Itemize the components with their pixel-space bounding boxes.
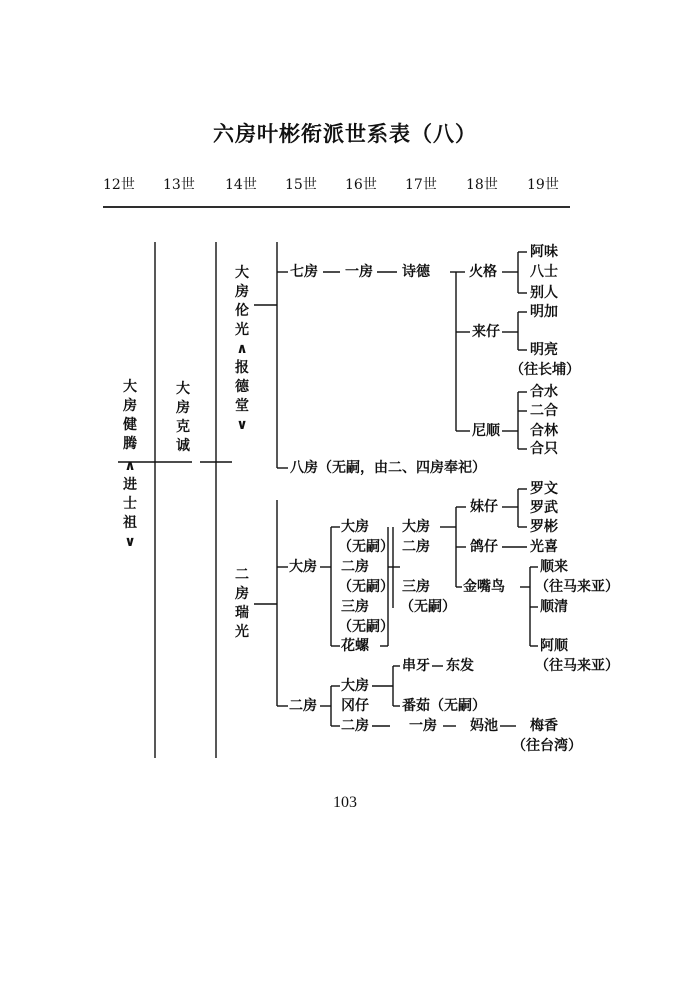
g14-note-a: ∧报德堂∨ xyxy=(235,341,249,433)
node-g16a-1: （无嗣） xyxy=(338,539,394,555)
node-mingliang-note: （往长埔） xyxy=(510,362,580,378)
node-meixiang-note: （往台湾） xyxy=(512,738,582,754)
node-chuanya: 串牙 xyxy=(402,658,430,674)
node-erhe: 二合 xyxy=(530,403,558,419)
node-guangxi: 光喜 xyxy=(530,539,558,555)
node-helin: 合林 xyxy=(530,423,558,439)
node-gangzi: 冈仔 xyxy=(341,698,369,714)
node-erfang-16b: 二房 xyxy=(341,718,369,734)
node-g17a-1: 二房 xyxy=(402,539,430,555)
node-g16a-6: 花螺 xyxy=(341,638,369,654)
node-g17a-2: 三房 xyxy=(402,579,430,595)
node-awei: 阿味 xyxy=(530,244,558,260)
gen-14: 14世 xyxy=(225,177,257,193)
gen-12: 12世 xyxy=(103,177,135,193)
node-ashun-note: （往马来亚） xyxy=(535,658,619,674)
node-heshui: 合水 xyxy=(530,384,558,400)
node-meizi: 妹仔 xyxy=(470,499,498,515)
node-jinzuiniao: 金嘴鸟 xyxy=(463,579,505,595)
node-machi: 妈池 xyxy=(470,718,498,734)
node-meixiang: 梅香 xyxy=(530,718,558,734)
g13-name: 大房克诚 xyxy=(176,381,190,454)
g12-name: 大房健腾 xyxy=(123,379,137,452)
node-g17a-3: （无嗣） xyxy=(400,599,456,615)
gen-19: 19世 xyxy=(527,177,559,193)
gen-18: 18世 xyxy=(466,177,498,193)
node-luowen: 罗文 xyxy=(530,481,558,497)
node-g16a-5: （无嗣） xyxy=(338,619,394,635)
gen-17: 17世 xyxy=(405,177,437,193)
node-g17a-0: 大房 xyxy=(402,519,430,535)
g12-note: ∧进士祖∨ xyxy=(123,458,137,550)
node-luowu: 罗武 xyxy=(530,500,558,516)
node-mingliang: 明亮 xyxy=(530,342,558,358)
node-g16a-2: 二房 xyxy=(341,559,369,575)
node-luobin: 罗彬 xyxy=(530,519,558,535)
gen-15: 15世 xyxy=(285,177,317,193)
node-shunqing: 顺清 xyxy=(540,599,568,615)
node-fanqie: 番茹（无嗣） xyxy=(402,698,486,714)
page-title: 六房叶彬衔派世系表（八） xyxy=(213,121,477,146)
node-shunlai-note: （往马来亚） xyxy=(535,579,619,595)
node-g16a-3: （无嗣） xyxy=(338,579,394,595)
node-shide: 诗德 xyxy=(402,264,430,280)
g14-name-b: 二房瑞光 xyxy=(235,567,249,640)
node-ashun: 阿顺 xyxy=(540,638,568,654)
page-number: 103 xyxy=(333,794,357,811)
node-luanzi: 鸽仔 xyxy=(470,539,498,555)
node-huoge: 火格 xyxy=(469,264,497,280)
node-erfang-15: 二房 xyxy=(289,698,317,714)
node-bieren: 别人 xyxy=(530,285,558,301)
node-nishun: 尼顺 xyxy=(472,423,500,439)
g14-name-a: 大房伦光 xyxy=(235,265,249,338)
node-dafang-15: 大房 xyxy=(289,559,317,575)
node-hezhi: 合只 xyxy=(530,441,558,457)
node-yifang-17b: 一房 xyxy=(409,718,437,734)
node-bafang: 八房（无嗣，由二、四房奉祀） xyxy=(290,460,486,476)
gen-13: 13世 xyxy=(163,177,195,193)
node-g16a-4: 三房 xyxy=(341,599,369,615)
node-yifang: 一房 xyxy=(345,264,373,280)
node-bashi: 八士 xyxy=(530,264,558,280)
gen-16: 16世 xyxy=(345,177,377,193)
node-dafang-16b: 大房 xyxy=(341,678,369,694)
node-mingjia: 明加 xyxy=(530,304,558,320)
node-shunlai: 顺来 xyxy=(540,559,568,575)
node-dongfa: 东发 xyxy=(446,658,474,674)
node-laizi: 来仔 xyxy=(472,324,500,340)
node-g16a-0: 大房 xyxy=(341,519,369,535)
node-qifang: 七房 xyxy=(290,264,318,280)
